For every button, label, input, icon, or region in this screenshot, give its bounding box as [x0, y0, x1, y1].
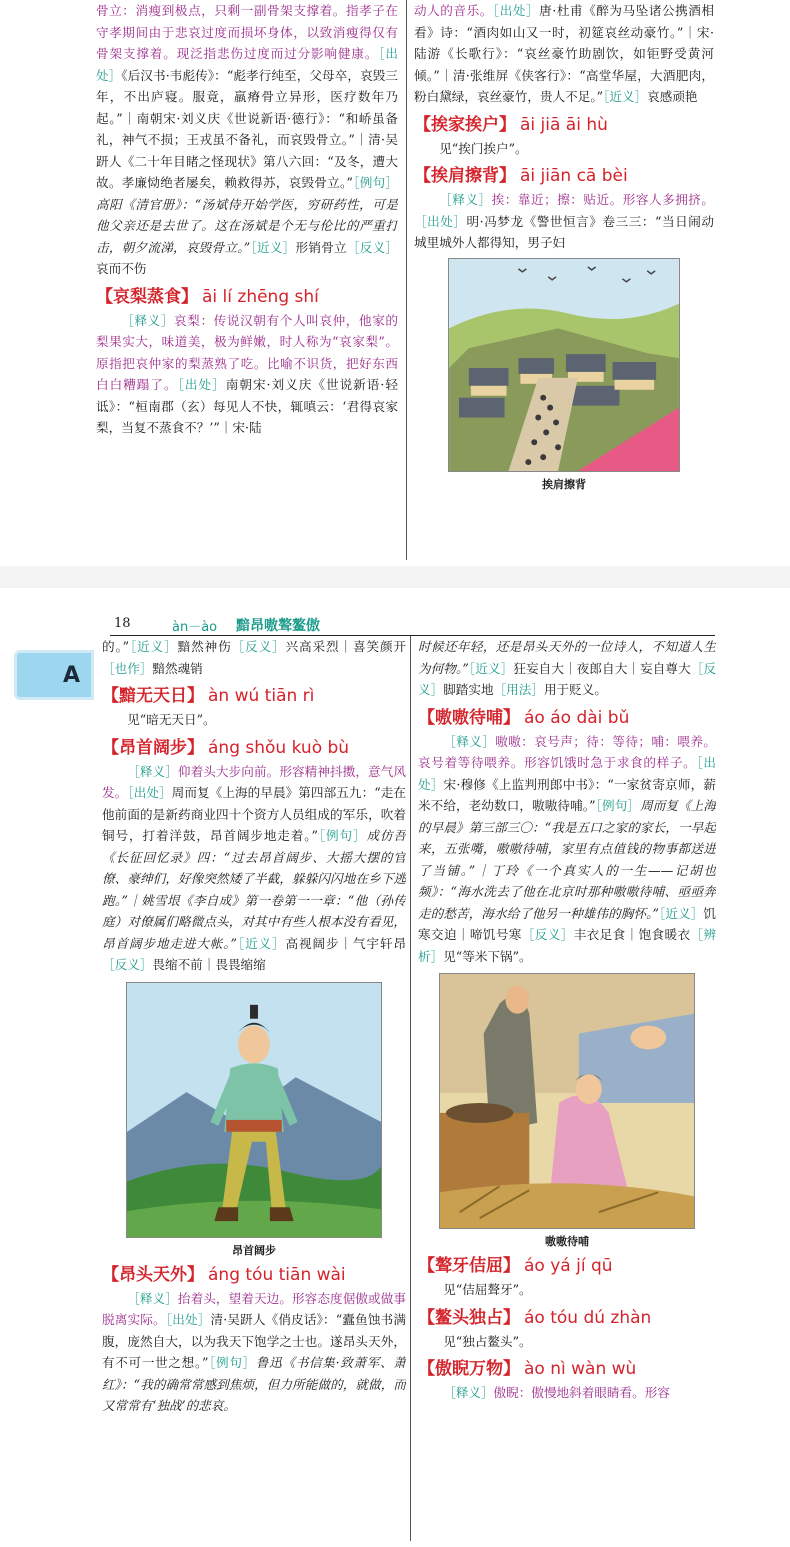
synonym-label: ［近义］	[468, 660, 514, 676]
usage-text: 用于贬义。	[543, 682, 607, 697]
synonym-label: ［近义］	[129, 639, 178, 654]
headword: 【哀梨蒸食】 āi lí zhēng shí	[96, 286, 319, 307]
entry-continuation	[96, 0, 398, 280]
section-letter: A	[63, 663, 81, 688]
synonym-label: ［近义］	[237, 935, 286, 951]
synonym-label: ［近义］	[658, 905, 704, 921]
pinyin: áo tóu dú zhàn	[524, 1307, 652, 1328]
synonym-text: 狂妄自大｜夜郎自大｜妄自尊大	[513, 660, 691, 676]
example-label: ［例句］	[208, 1355, 256, 1370]
right-column	[418, 636, 716, 1547]
header-characters: 黯昂嗷聱鳌傲	[236, 618, 320, 634]
headword: 【聱牙佶屈】 áo yá jí qū	[418, 1256, 613, 1276]
pinyin: áng shǒu kuò bù	[208, 737, 350, 758]
meaning-text: 傲睨：傲慢地斜着眼睛看。形容	[493, 1385, 670, 1400]
pinyin: ào nì wàn wù	[524, 1359, 637, 1379]
section-tab[interactable]	[14, 650, 94, 700]
crowd-street-illustration	[448, 258, 680, 472]
entry-continuation	[418, 636, 716, 701]
distinction-label: ［辨析］	[418, 927, 716, 964]
source-label: ［出处］	[418, 755, 716, 792]
continued-text: 的。”	[102, 639, 130, 654]
entry-ao-ya-ji-qu	[418, 1253, 716, 1301]
entry-ai-jia-ai-hu	[414, 112, 714, 160]
source-text: 周而复《上海的早晨》第四部五九：“走在他前面的是新药商业四十个资方人员组成的军乐，吹着铜号，打着洋鼓，昂首阔步地走着。”	[102, 785, 406, 843]
meaning-text: 抬着头，望着天边。形容态度倨傲或做事脱离实际。	[102, 1290, 406, 1327]
entry-ang-tou-tian-wai	[102, 1262, 406, 1417]
synonym-text: 饥寒交迫｜啼饥号寒	[418, 905, 716, 942]
source-label: ［出处］	[492, 3, 540, 18]
entry-ai-li-zheng-shi	[96, 284, 398, 439]
entry-ao-ao-dai-bu	[418, 705, 716, 1250]
example-label: ［例句］	[317, 828, 367, 843]
meaning-label: ［释义］	[127, 763, 178, 779]
entry-ao-tou-du-zhan	[418, 1305, 716, 1353]
synonym-text: 黯然神伤	[177, 639, 232, 654]
source-text: 南朝宋·刘义庆《世说新语·轻诋》：“桓南郡（玄）每见人不快，辄嗔云：‘君得哀家梨，当复不蒸食不？’”｜宋·陆	[96, 377, 398, 435]
example-text: 高阳《清官册》：“汤斌侍开始学医，穷研药性，可是他父亲还是去世了。这在汤斌是个无与伦比的严重打击，朝夕流涕，哀毁骨立。”	[96, 196, 398, 255]
cross-reference: 见“佶屈聱牙”。	[443, 1282, 532, 1297]
entry-ai-jian-ca-bei	[414, 163, 714, 254]
antonym-label: ［反义］	[521, 927, 574, 942]
meaning-label: ［释义］	[121, 312, 175, 328]
antonym-text: 畏缩不前｜畏畏缩缩	[152, 957, 266, 972]
illustration-caption: 嗷嗷待哺	[545, 1235, 589, 1248]
source-text: 宋·穆修《上监判刑郎中书》：“一家贫寄京师，薪米不给，老幼数口，嗷嗷待哺。”	[418, 776, 716, 813]
antonym-label: ［反义］	[346, 239, 398, 255]
definition-text: 骨立：消瘦到极点，只剩一副骨架支撑着。指孝子在守孝期间由于悲哀过度而损坏身体，以致消瘦得仅有骨架支撑着。现泛指悲伤过度而过分影响健康。	[96, 3, 398, 61]
headword: 【傲睨万物】 ào nì wàn wù	[418, 1359, 637, 1379]
headword: 【挨肩擦背】 āi jiān cā bèi	[414, 166, 628, 186]
antonym-text: 哀而不伤	[96, 261, 147, 276]
entry-an-wu-tian-ri	[102, 683, 406, 731]
headword: 【挨家挨户】 āi jiā āi hù	[414, 114, 608, 135]
example-label: ［例句］	[352, 175, 398, 190]
antonym-text: 丰衣足食｜饱食暖衣	[573, 927, 691, 942]
pinyin-range: àn－ào	[172, 620, 218, 635]
source-text: 唐·杜甫《醉为马坠诸公携酒相看》诗：“酒肉如山又一时，初筵哀丝动豪竹。”｜宋·陆游《长歌行》：“哀丝豪竹助剧饮，如钜野受黄河倾。”｜清·张维屏《侠客行》：“高堂华屋，大酒肥肉，粉白黛绿，哀丝豪竹，贵人不足。”	[414, 3, 714, 104]
cross-reference: 见“暗无天日”。	[127, 712, 216, 727]
headword: 【昂首阔步】 áng shǒu kuò bù	[102, 737, 350, 758]
source-label: ［出处］	[127, 785, 172, 800]
pinyin: āi jiā āi hù	[520, 114, 608, 135]
cross-reference: 见“挨门挨户”。	[439, 140, 528, 156]
entry-continuation	[102, 636, 406, 679]
antonym-text: 兴高采烈｜喜笑颜开	[285, 639, 406, 654]
definition-text: 动人的音乐。	[414, 3, 493, 18]
striding-man-illustration	[126, 982, 382, 1238]
hungry-family-illustration	[439, 973, 695, 1229]
source-label: ［出处］	[165, 1312, 211, 1327]
column-divider	[406, 0, 407, 560]
left-column	[96, 0, 398, 566]
source-text: 清·吴趼人《俏皮话》：“蠹鱼蚀书满腹，庞然自大，以为我天下饱学之士也。遂昂头天外，有不可一世之想。”	[102, 1312, 406, 1370]
meaning-text: 嗷嗷：哀号声；待：等待；哺：喂养。哀号着等待喂养。形容饥饿时急于求食的样子。	[418, 733, 716, 770]
pinyin: áo yá jí qū	[524, 1256, 613, 1276]
meaning-label: ［释义］	[443, 733, 496, 749]
also-label: ［也作］	[102, 660, 153, 676]
dictionary-page-top	[0, 0, 790, 566]
headword: 【嗷嗷待哺】 áo áo dài bǔ	[418, 707, 630, 728]
synonym-text: 哀感顽艳	[647, 89, 698, 104]
headword: 【昂头天外】 áng tóu tiān wài	[102, 1264, 346, 1285]
meaning-text: 哀梨：传说汉朝有个人叫哀仲，他家的梨果实大，味道美，极为鲜嫩，时人称为“哀家梨”。原指把哀仲家的梨蒸熟了吃。比喻不识货，把好东西白白糟蹋了。	[96, 312, 398, 392]
entry-ang-shou-kuo-bu	[102, 735, 406, 1258]
cross-reference: 见“独占鳌头”。	[443, 1333, 532, 1349]
page-header	[110, 614, 715, 636]
meaning-label: ［释义］	[439, 192, 492, 207]
synonym-label: ［近义］	[250, 239, 296, 255]
headword: 【鳌头独占】 áo tóu dú zhàn	[418, 1307, 652, 1328]
pinyin: áng tóu tiān wài	[208, 1264, 346, 1285]
source-label: ［出处］	[177, 377, 226, 392]
column-divider	[410, 636, 411, 1541]
illustration-caption: 挨肩擦背	[542, 477, 586, 491]
also-text: 黯然魂销	[152, 660, 203, 676]
meaning-text: 仰着头大步向前。形容精神抖擞，意气风发。	[102, 763, 406, 800]
synonym-label: ［近义］	[603, 89, 648, 104]
antonym-label: ［反义］	[231, 639, 286, 654]
synonym-text: 高视阔步｜气宇轩昂	[285, 935, 406, 951]
source-text: 《后汉书·韦彪传》：“彪孝行纯至，父母卒，哀毁三年，不出庐寝。服竟，羸瘠骨立异形，医疗数年乃起。”｜南朝宋·刘义庆《世说新语·德行》：“和峤虽备礼，神气不损；王戎虽不备礼，而哀毁骨立。”｜清·吴趼人《二十年目睹之怪现状》第八六回：“及冬，遭大故。孝廉恸绝者屡矣，赖救得苏，哀毁骨立。”	[96, 67, 398, 190]
source-text: 明·冯梦龙《警世恒言》卷三三：“当日闹动城里城外人都得知，男子妇	[414, 213, 714, 250]
page-number: 18	[114, 616, 131, 631]
entry-continuation	[414, 0, 714, 108]
antonym-text: 脚踏实地	[443, 682, 494, 697]
meaning-label: ［释义］	[127, 1290, 178, 1306]
illustration-caption: 昂首阔步	[232, 1243, 276, 1257]
usage-label: ［用法］	[493, 682, 544, 697]
left-column	[102, 636, 406, 1547]
meaning-label: ［释义］	[443, 1385, 494, 1400]
example-label: ［例句］	[595, 798, 641, 813]
continued-text: 时候还年轻，还是昂头天外的一位诗人，不知道人生为何物。”	[418, 639, 716, 676]
pinyin: àn wú tiān rì	[208, 686, 315, 706]
page-gap	[0, 566, 790, 588]
entry-ao-ni-wan-wu	[418, 1356, 716, 1404]
pinyin: āi jiān cā bèi	[520, 166, 628, 186]
example-text: 成仿吾《长征回忆录》四：“过去昂首阔步、大摇大摆的官僚、豪绅们，好像突然矮了半截，躲躲闪闪地在乡下逃跑。”｜姚雪垠《李自成》第一卷第一一章：“他（孙传庭）对僚属们略微点头，对其中有些人根本没有看见，昂首阔步地走进大帐。”	[102, 828, 406, 951]
meaning-text: 挨：靠近；擦：贴近。形容人多拥挤。	[491, 192, 714, 207]
dictionary-page-18	[0, 588, 790, 1547]
synonym-text: 形销骨立	[295, 239, 347, 255]
distinction-text: 见“等米下锅”。	[443, 948, 532, 964]
antonym-label: ［反义］	[418, 660, 716, 697]
headword: 【黯无天日】 àn wú tiān rì	[102, 686, 315, 706]
example-text: 周而复《上海的早晨》第三部三〇：“我是五口之家的家长，一早起来，五张嘴，嗷嗷待哺，家里有点值钱的物事都送进了当铺。”｜丁玲《一个真实人的一生——记胡也频》：“海水洗去了他在北京时那种嗷嗷待哺、亟亟奔走的愁苦，海水给了他另一种雄伟的胸怀。”	[418, 798, 716, 921]
example-text: 鲁迅《书信集·致萧军、萧红》：“我的确常常感到焦烦，但力所能做的，就做，而又常常有‘独战’的悲哀。	[102, 1355, 406, 1413]
antonym-label: ［反义］	[102, 957, 153, 972]
source-label: ［出处］	[96, 46, 398, 83]
pinyin: āi lí zhēng shí	[202, 286, 319, 307]
right-column	[414, 0, 714, 566]
source-label: ［出处］	[414, 213, 467, 229]
pinyin: áo áo dài bǔ	[524, 707, 630, 728]
